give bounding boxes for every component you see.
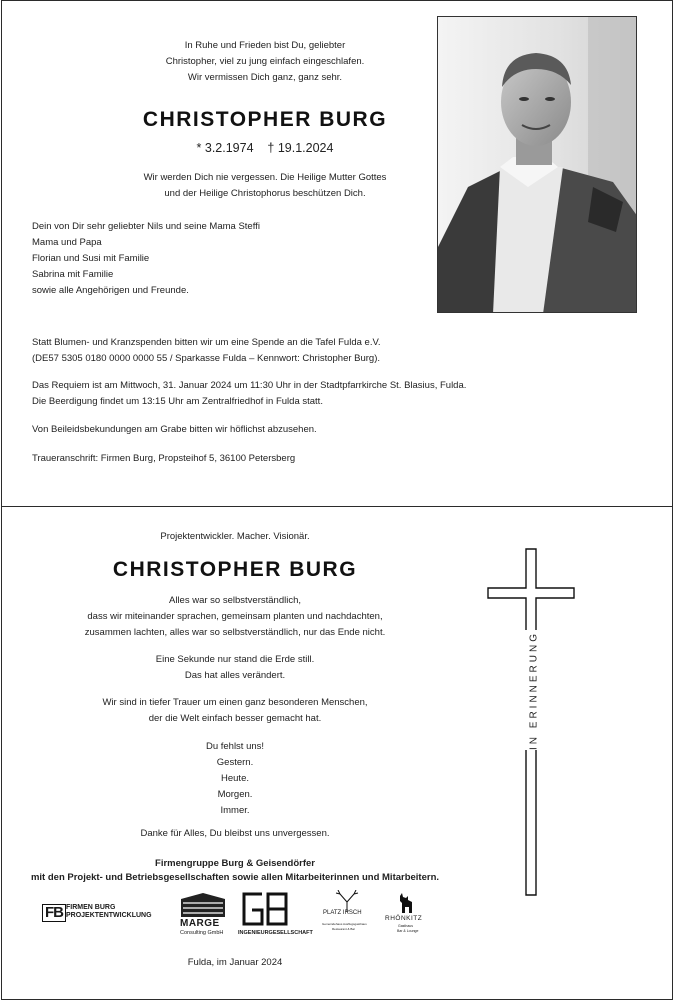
portrait-photo	[437, 16, 637, 313]
logo-marge: MARGE Consulting GmbH	[178, 893, 228, 939]
company-subline: mit den Projekt- und Betriebsgesellschaften sowie allen Mitarbeiterinnen und Mitarbeitern.	[30, 872, 440, 883]
poem-paragraph-2: Eine Sekunde nur stand die Erde still. Das hat alles verändert.	[155, 654, 315, 681]
thanks-line: Danke für Alles, Du bleibst uns unvergessen.	[140, 828, 330, 839]
mourner: Dein von Dir sehr geliebter Nils und seine Mama Steffi	[32, 221, 260, 232]
mourner: sowie alle Angehörigen und Freunde.	[32, 285, 189, 296]
mourner: Florian und Susi mit Familie	[32, 253, 150, 264]
logo-firmen-burg: FB FIRMEN BURG PROJEKTENTWICKLUNG	[42, 903, 172, 925]
logo-rhoenkitz: RHÖNKITZ Gasthaus Bar & Lounge	[384, 893, 430, 939]
company-name: Firmengruppe Burg & Geisendörfer	[155, 858, 315, 869]
place-date: Fulda, im Januar 2024	[187, 957, 283, 968]
mourner: Sabrina mit Familie	[32, 269, 114, 280]
condolence-note: Von Beileidsbekundungen am Grabe bitten wir höflichst abzusehen.	[32, 424, 317, 435]
deceased-name: CHRISTOPHER BURG	[142, 108, 388, 131]
service-text: Das Requiem ist am Mittwoch, 31. Januar 2024 um 11:30 Uhr in der Stadtpfarrkirche St. Blasius, Fulda. Die Beerdigung findet um 13:15 Uhr am Zentralfriedhof in Fulda statt.	[32, 380, 467, 407]
poem-paragraph-3: Wir sind in tiefer Trauer um einen ganz besonderen Menschen, der die Welt einfach besser gemacht hat.	[102, 697, 368, 724]
memorial-label: IN ERINNERUNG	[520, 630, 548, 750]
poem-paragraph-1: Alles war so selbstverständlich, dass wir miteinander sprachen, gemeinsam planten und nachdachten, zusammen lachten, alles war so selbstverständlich, nur das Ende nicht.	[84, 595, 386, 638]
donation-text: Statt Blumen- und Kranzspenden bitten wir um eine Spende an die Tafel Fulda e.V. (DE57 5305 0180 0000 0000 55 / Sparkasse Fulda – Kennwort: Christopher Burg).	[32, 337, 381, 364]
logo-ingenieurgesellschaft: INGENIEURGESELLSCHAFT	[238, 890, 318, 940]
mourner: Mama und Papa	[32, 237, 102, 248]
poem-paragraph-4: Du fehlst uns! Gestern. Heute. Morgen. Immer.	[205, 741, 265, 816]
mourners-list	[32, 219, 362, 299]
verse-text: Wir werden Dich nie vergessen. Die Heilige Mutter Gottes und der Heilige Christophorus beschützen Dich.	[143, 172, 387, 199]
life-dates: * 3.2.1974 † 19.1.2024	[196, 141, 334, 155]
intro-text: In Ruhe und Frieden bist Du, geliebter Christopher, viel zu jung einfach eingeschlafen. Wir vermissen Dich ganz, ganz sehr.	[165, 40, 365, 83]
tagline: Projektentwickler. Macher. Visionär.	[160, 531, 310, 542]
logo-platzhirsch: PLATZ IRSCH Gemeindehaus Ausflugsgasthaus Restaurant & Bar	[320, 890, 376, 942]
company-deceased-name: CHRISTOPHER BURG	[112, 558, 358, 581]
mourning-address: Traueranschrift: Firmen Burg, Propsteihof 5, 36100 Petersberg	[32, 453, 296, 464]
